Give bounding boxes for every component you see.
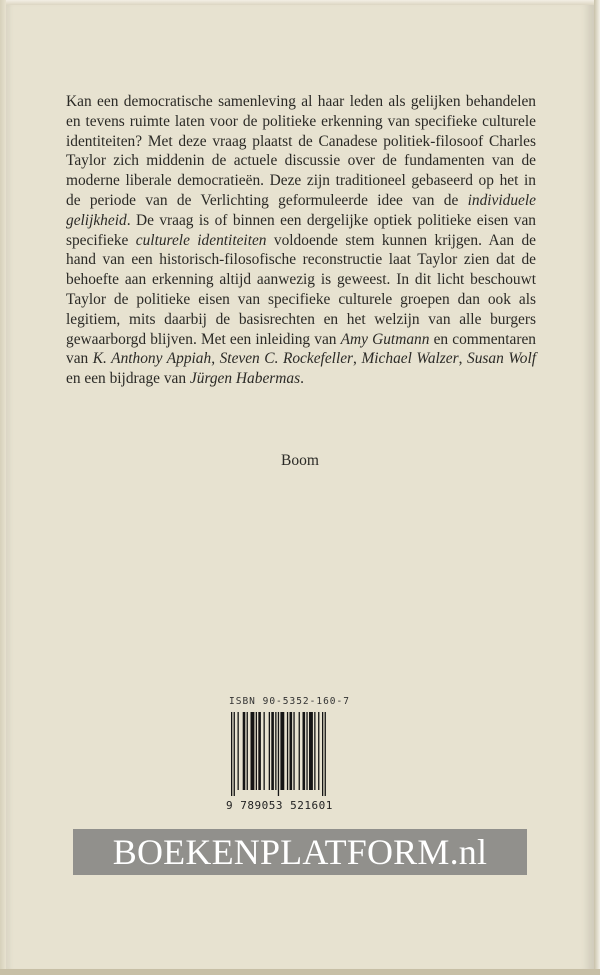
blurb-segment: . bbox=[300, 370, 304, 388]
barcode-bar bbox=[278, 712, 279, 796]
barcode bbox=[229, 712, 349, 796]
blurb-emphasis: Susan Wolf bbox=[467, 350, 537, 368]
barcode-bar bbox=[322, 712, 323, 796]
blurb-text bbox=[66, 92, 536, 389]
right-edge bbox=[594, 0, 600, 975]
blurb-segment: voldoende stem kunnen krijgen. Aan de hand van een historisch-filosofische reconstructie laat Taylor zien dat de behoefte aan erkenning altijd aanwezig is geweest. In dit licht beschouwt Taylor de politieke eisen van specifieke culturele groepen dan ook als legitiem, mits daarbij de basisrechten en het welzijn van alle burgers gewaarborgd blijven. Met een inleiding van bbox=[66, 231, 536, 348]
blurb-emphasis: Amy Gutmann bbox=[340, 330, 430, 348]
blurb-segment: , bbox=[211, 350, 220, 368]
barcode-bar bbox=[247, 712, 248, 790]
barcode-bar bbox=[256, 712, 257, 790]
barcode-bar bbox=[325, 712, 326, 796]
blurb-segment: , bbox=[458, 350, 468, 368]
blurb-segment: . De vraag is of binnen een dergelijke optiek politieke eisen van specifieke bbox=[66, 211, 536, 249]
barcode-bar bbox=[264, 712, 265, 790]
blurb-emphasis: Jürgen Habermas bbox=[189, 370, 301, 388]
barcode-bar bbox=[314, 712, 315, 790]
barcode-bar bbox=[280, 712, 284, 790]
blurb-segment: en commentaren van bbox=[66, 330, 536, 368]
left-edge bbox=[0, 0, 6, 975]
blurb-emphasis: Michael Walzer bbox=[361, 350, 459, 368]
barcode-bar bbox=[299, 712, 300, 790]
isbn-label: ISBN 90-5352-160-7 bbox=[229, 696, 350, 707]
watermark-text: BOEKENPLATFORM.nl bbox=[112, 832, 488, 872]
barcode-bar bbox=[269, 712, 270, 790]
blurb-segment: en een bijdrage van bbox=[66, 370, 190, 388]
top-edge bbox=[0, 0, 600, 5]
barcode-bar bbox=[258, 712, 261, 790]
blurb-emphasis: culturele identiteiten bbox=[135, 231, 267, 249]
barcode-bar bbox=[271, 712, 274, 790]
blurb-segment: , bbox=[353, 350, 362, 368]
barcode-number: 9 789053 521601 bbox=[226, 799, 333, 812]
blurb-emphasis: individuele gelijkheid bbox=[66, 191, 536, 229]
barcode-bar bbox=[306, 712, 307, 790]
barcode-bar bbox=[309, 712, 313, 790]
barcode-bar bbox=[287, 712, 288, 790]
blurb-emphasis: K. Anthony Appiah bbox=[92, 350, 212, 368]
barcode-bar bbox=[275, 712, 276, 790]
barcode-bar bbox=[293, 712, 294, 790]
publisher-name: Boom bbox=[281, 452, 319, 469]
barcode-bar bbox=[234, 712, 235, 796]
barcode-bar bbox=[251, 712, 255, 790]
barcode-bar bbox=[231, 712, 232, 796]
blurb-segment: Kan een democratische samenleving al haar leden als gelijken behandelen en tevens ruimte laten voor de politieke erkenning van specifieke culturele identiteiten? Met deze vraag plaatst de Canadese politiek-filosoof Charles Taylor zich middenin de actuele discussie over de fundamenten van de moderne liberale democratieën. Deze zijn traditioneel gebaseerd op het in de periode van de Verlichting geformuleerde idee van de bbox=[66, 93, 536, 209]
barcode-bar bbox=[243, 712, 246, 790]
barcode-bar bbox=[238, 712, 239, 790]
barcode-bar bbox=[290, 712, 293, 790]
blurb-emphasis: Steven C. Rockefeller bbox=[219, 350, 354, 368]
barcode-bar bbox=[303, 712, 306, 790]
bottom-edge bbox=[0, 969, 600, 975]
barcode-bar bbox=[318, 712, 319, 790]
watermark-banner bbox=[73, 829, 527, 875]
